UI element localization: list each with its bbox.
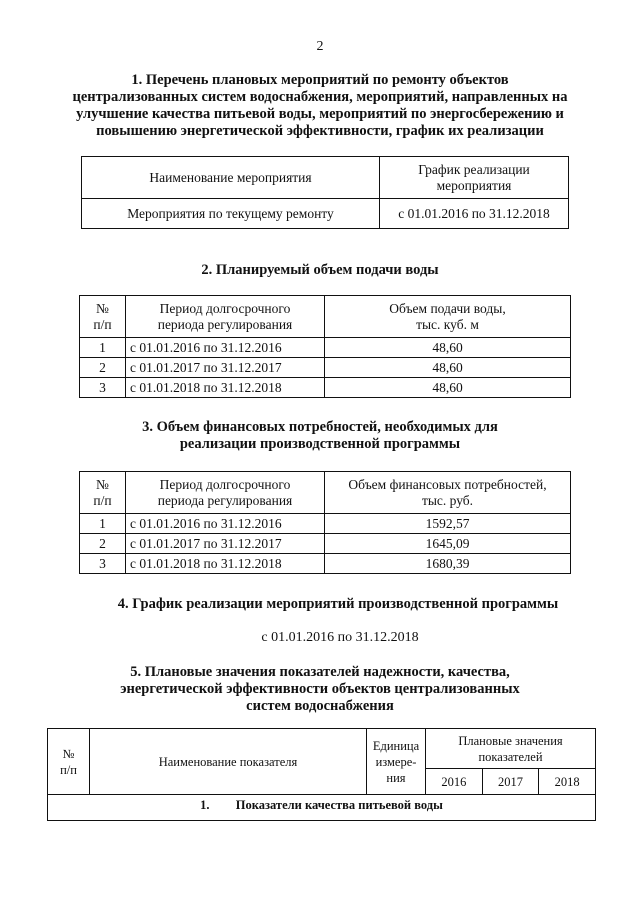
section5-title-line: систем водоснабжения bbox=[246, 698, 394, 714]
table-row bbox=[80, 534, 571, 554]
header-num-line: № bbox=[62, 746, 75, 761]
header-period-line: Период долгосрочного bbox=[159, 300, 291, 316]
page-number: 2 bbox=[316, 39, 324, 54]
header-activity-name: Наименование мероприятия bbox=[82, 157, 380, 199]
header-period bbox=[126, 472, 325, 514]
section3-title-line: реализации производственной программы bbox=[179, 436, 461, 452]
row-num: 2 bbox=[80, 358, 126, 378]
header-period-line: Период долгосрочного bbox=[159, 476, 291, 492]
row-amount: 1645,09 bbox=[325, 534, 571, 554]
header-num-line: № bbox=[96, 476, 109, 492]
group-row bbox=[48, 795, 596, 821]
row-amount: 1592,57 bbox=[325, 514, 571, 534]
header-year: 2017 bbox=[482, 769, 539, 795]
group-number: 1. bbox=[200, 798, 210, 812]
header-planned-line: Плановые значения bbox=[458, 733, 563, 748]
header-financial bbox=[325, 472, 571, 514]
row-period: с 01.01.2017 по 31.12.2017 bbox=[126, 358, 325, 378]
header-year: 2018 bbox=[539, 769, 596, 795]
section5-title bbox=[40, 664, 600, 715]
section2-title: 2. Планируемый объем подачи воды bbox=[201, 262, 439, 278]
section3-title-line: 3. Объем финансовых потребностей, необходимых для bbox=[142, 419, 498, 435]
header-unit-line: ния bbox=[386, 770, 406, 785]
header-num-line: п/п bbox=[60, 762, 77, 777]
header-planned-values bbox=[426, 729, 596, 769]
section1-title-line: централизованных систем водоснабжения, мероприятий, направленных на bbox=[72, 89, 568, 105]
table-row bbox=[80, 514, 571, 534]
header-period-line: периода регулирования bbox=[157, 316, 293, 332]
header-volume-line: тыс. куб. м bbox=[416, 316, 479, 332]
activity-name-cell: Мероприятия по текущему ремонту bbox=[82, 199, 380, 229]
header-period-line: периода регулирования bbox=[157, 492, 293, 508]
section5-title-line: энергетической эффективности объектов централизованных bbox=[120, 681, 520, 697]
header-volume bbox=[325, 296, 571, 338]
row-num: 1 bbox=[80, 514, 126, 534]
header-indicator: Наименование показателя bbox=[90, 729, 367, 795]
header-num-line: п/п bbox=[93, 492, 112, 508]
header-financial-line: Объем финансовых потребностей, bbox=[348, 476, 547, 492]
header-num-line: № bbox=[96, 300, 109, 316]
row-period: с 01.01.2016 по 31.12.2016 bbox=[126, 338, 325, 358]
header-unit-line: Единица bbox=[372, 738, 420, 753]
row-period: с 01.01.2018 по 31.12.2018 bbox=[126, 554, 325, 574]
header-unit-line: измере- bbox=[375, 754, 417, 769]
row-period: с 01.01.2016 по 31.12.2016 bbox=[126, 514, 325, 534]
water-volume-table bbox=[79, 295, 571, 398]
table-row bbox=[80, 378, 571, 398]
section3-title bbox=[40, 419, 600, 453]
financial-needs-table bbox=[79, 471, 571, 574]
row-volume: 48,60 bbox=[325, 358, 571, 378]
header-year: 2016 bbox=[426, 769, 483, 795]
header-schedule-line: мероприятия bbox=[436, 177, 512, 193]
group-header-quality bbox=[48, 795, 596, 821]
section1-title-line: улучшение качества питьевой воды, мероприятий по энергосбережению и bbox=[76, 106, 564, 122]
row-amount: 1680,39 bbox=[325, 554, 571, 574]
activities-table bbox=[81, 156, 569, 229]
group-label: Показатели качества питьевой воды bbox=[235, 798, 443, 812]
header-planned-line: показателей bbox=[478, 749, 543, 764]
header-num bbox=[80, 296, 126, 338]
table-row bbox=[80, 338, 571, 358]
section1-title bbox=[40, 72, 600, 140]
row-num: 3 bbox=[80, 554, 126, 574]
header-period bbox=[126, 296, 325, 338]
indicators-table bbox=[47, 728, 596, 821]
header-unit bbox=[367, 729, 426, 795]
header-financial-line: тыс. руб. bbox=[421, 492, 474, 508]
activity-schedule-cell: с 01.01.2016 по 31.12.2018 bbox=[380, 199, 569, 229]
header-schedule-line: График реализации bbox=[418, 161, 530, 177]
row-period: с 01.01.2018 по 31.12.2018 bbox=[126, 378, 325, 398]
row-volume: 48,60 bbox=[325, 338, 571, 358]
row-num: 1 bbox=[80, 338, 126, 358]
section5-title-line: 5. Плановые значения показателей надежности, качества, bbox=[130, 664, 510, 680]
row-num: 2 bbox=[80, 534, 126, 554]
table-row bbox=[80, 554, 571, 574]
section1-title-line: повышению энергетической эффективности, график их реализации bbox=[96, 123, 544, 139]
section4-title: 4. График реализации мероприятий производственной программы bbox=[117, 596, 559, 612]
header-num bbox=[48, 729, 90, 795]
row-num: 3 bbox=[80, 378, 126, 398]
section1-title-line: 1. Перечень плановых мероприятий по ремонту объектов bbox=[131, 72, 509, 88]
header-num-line: п/п bbox=[93, 316, 112, 332]
section4-dates: с 01.01.2016 по 31.12.2018 bbox=[261, 630, 419, 645]
row-period: с 01.01.2017 по 31.12.2017 bbox=[126, 534, 325, 554]
header-volume-line: Объем подачи воды, bbox=[389, 300, 506, 316]
row-volume: 48,60 bbox=[325, 378, 571, 398]
table-row bbox=[80, 358, 571, 378]
header-num bbox=[80, 472, 126, 514]
header-schedule bbox=[380, 157, 569, 199]
